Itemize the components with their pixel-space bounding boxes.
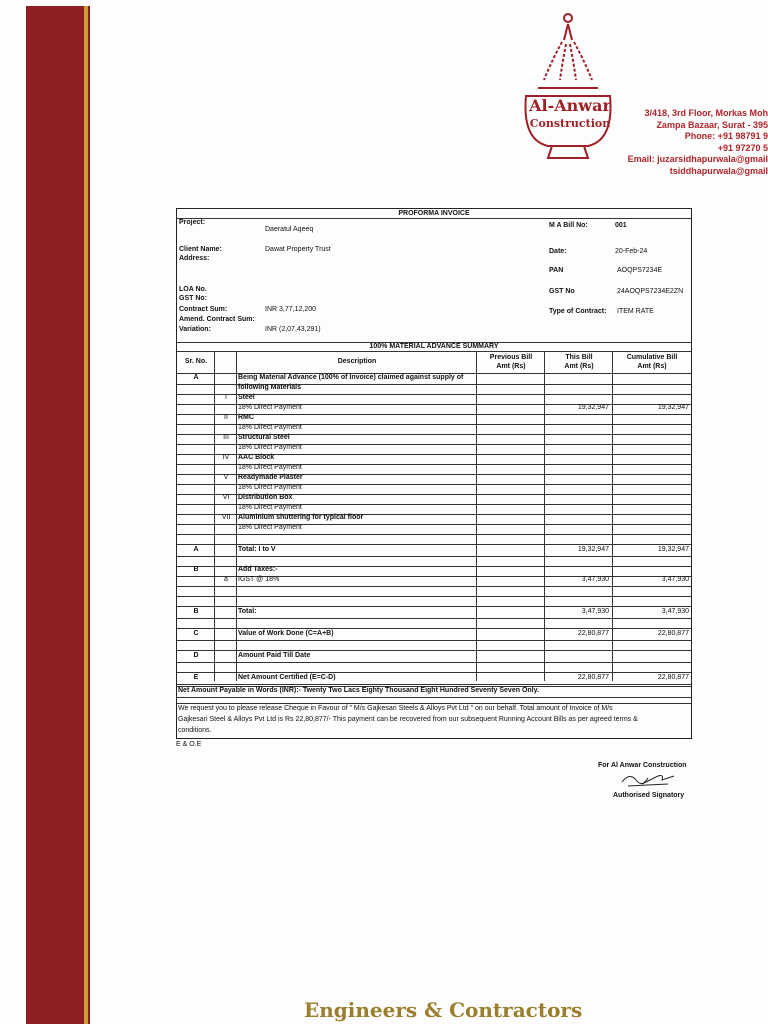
- row-description: Readymade Plaster: [238, 474, 303, 481]
- amount-in-words: Net Amount Payable in Words (INR):- Twenty Two Lacs Eighty Thousand Eight Hundred Seventy Seven Only.: [178, 687, 539, 694]
- value-date: 20-Feb-24: [615, 248, 648, 255]
- row-description: 18% Direct Payment: [238, 504, 302, 511]
- header-description: Description: [337, 358, 377, 365]
- row-description: Distribution Box: [238, 494, 293, 501]
- row-divider: [177, 556, 691, 557]
- row-sr-no: B: [193, 566, 199, 573]
- row-divider: [177, 606, 691, 607]
- row-divider: [177, 586, 691, 587]
- row-sr-no: C: [193, 630, 199, 637]
- column-line: [236, 351, 237, 681]
- header-previous-amt: Amt (Rs): [496, 363, 526, 370]
- row-sub-no: I: [225, 394, 227, 401]
- row-this-bill: 19,32,947: [577, 404, 609, 411]
- row-description: 18% Direct Payment: [238, 424, 302, 431]
- brand-block: [522, 96, 618, 130]
- gold-side-line: [84, 6, 88, 1024]
- header-this-amt: Amt (Rs): [564, 363, 594, 370]
- label-contract: Contract Sum:: [179, 306, 228, 313]
- row-divider: [177, 596, 691, 597]
- label-address: Address:: [179, 255, 210, 262]
- row-sub-no: VI: [222, 494, 230, 501]
- row-description: 18% Direct Payment: [238, 484, 302, 491]
- email-1: Email: juzarsidhapurwala@gmail: [627, 154, 768, 164]
- row-this-bill: 19,32,947: [577, 546, 609, 553]
- row-cumulative-bill: 3,47,930: [661, 576, 689, 583]
- company-address: [608, 108, 768, 177]
- value-pan: AOQPS7234E: [617, 267, 663, 274]
- row-divider: [177, 544, 691, 545]
- address-line-2: Zampa Bazaar, Surat - 395: [656, 119, 768, 130]
- proforma-invoice: [176, 208, 692, 739]
- row-description: 18% Direct Payment: [238, 444, 302, 451]
- row-cumulative-bill: 22,80,877: [657, 674, 689, 681]
- header-this-bill: This Bill: [565, 354, 593, 361]
- handwritten-signature-icon: [618, 770, 686, 788]
- row-sub-no: V: [223, 474, 229, 481]
- row-sr-no: A: [193, 374, 199, 381]
- value-contract: INR 3,77,12,200: [265, 306, 316, 313]
- row-description: Total:: [238, 608, 257, 615]
- row-description: 18% Direct Payment: [238, 524, 302, 531]
- row-sub-no: VII: [221, 514, 231, 521]
- summary-title: 100% MATERIAL ADVANCE SUMMARY: [369, 343, 499, 350]
- header-cumulative-amt: Amt (Rs): [637, 363, 667, 370]
- row-description: RMC: [238, 414, 254, 421]
- row-description: Amount Paid Till Date: [238, 652, 311, 659]
- row-this-bill: 3,47,930: [581, 576, 609, 583]
- row-description: Add Taxes:-: [238, 566, 278, 573]
- signature-company: For Al Anwar Construction: [598, 762, 687, 769]
- row-description: Steel: [238, 394, 255, 401]
- errors-omissions-note: E & O.E: [176, 741, 202, 748]
- value-contract-type: ITEM RATE: [617, 308, 654, 315]
- header-sr-no: Sr. No.: [184, 358, 208, 365]
- row-description: Total: I to V: [238, 546, 276, 553]
- row-sr-no: B: [193, 608, 199, 615]
- row-description: Net Amount Certified (E=C-D): [238, 674, 336, 681]
- row-this-bill: 22,80,877: [577, 674, 609, 681]
- row-sr-no: E: [193, 674, 199, 681]
- label-contract-type: Type of Contract:: [549, 308, 607, 315]
- row-description: Aluminium shuttering for typical floor: [238, 514, 364, 521]
- phone-2: +91 97270 5: [717, 142, 768, 153]
- row-description: 18% Direct Payment: [238, 464, 302, 471]
- row-sub-no: II: [224, 414, 228, 421]
- value-bill-no: 001: [615, 222, 627, 229]
- row-divider: [177, 684, 691, 685]
- label-variation: Variation:: [179, 326, 211, 333]
- column-line: [612, 351, 613, 681]
- invoice-title: PROFORMA INVOICE: [398, 210, 470, 217]
- label-project: Project:: [179, 219, 206, 226]
- row-cumulative-bill: 19,32,947: [657, 404, 689, 411]
- row-divider: [177, 650, 691, 651]
- label-client: Client Name:: [179, 246, 222, 253]
- label-loa: LOA No.: [179, 286, 207, 293]
- row-cumulative-bill: 22,80,877: [657, 630, 689, 637]
- row-divider: [177, 672, 691, 673]
- column-line: [476, 351, 477, 681]
- column-line: [544, 351, 545, 681]
- header-previous-bill: Previous Bill: [489, 354, 533, 361]
- value-gst-no: 24AOQPS7234E2ZN: [617, 288, 684, 295]
- row-description: AAC Block: [238, 454, 275, 461]
- row-description: following Materials: [238, 384, 302, 391]
- row-sr-no: D: [193, 652, 199, 659]
- row-description: Structural Steel: [238, 434, 290, 441]
- label-gst-no: GST No: [549, 288, 575, 295]
- row-sub-no: III: [223, 434, 229, 441]
- label-bill-no: M A Bill No:: [549, 222, 588, 229]
- row-description: 18% Direct Payment: [238, 404, 302, 411]
- row-description: Being Material Advance (100% of Invoice) claimed against supply of: [238, 374, 464, 381]
- label-amend: Amend. Contract Sum:: [179, 316, 255, 323]
- row-divider: [177, 640, 691, 641]
- footer-tagline: Engineers & Contractors: [304, 998, 583, 1022]
- row-sub-no: IV: [222, 454, 230, 461]
- address-line-1: 3/418, 3rd Floor, Morkas Moh: [644, 108, 768, 118]
- label-pan: PAN: [549, 267, 564, 274]
- payment-request-line-3: conditions.: [178, 727, 212, 734]
- row-divider: [177, 618, 691, 619]
- brand-name: Al-Anwar: [529, 96, 611, 115]
- row-sr-no: A: [193, 546, 199, 553]
- header-cumulative-bill: Cumulative Bill: [626, 354, 678, 361]
- label-date: Date:: [549, 248, 567, 255]
- divider: [177, 218, 691, 219]
- row-divider: [177, 662, 691, 663]
- value-project: Daeratul Aqeeq: [265, 226, 314, 233]
- row-divider: [177, 628, 691, 629]
- brand-sub: Construction: [529, 117, 611, 130]
- divider: [177, 703, 691, 704]
- row-description: Value of Work Done (C=A+B): [238, 630, 334, 637]
- row-this-bill: 22,80,877: [577, 630, 609, 637]
- divider: [177, 351, 691, 352]
- phone-1: Phone: +91 98791 9: [684, 131, 768, 141]
- signature-role: Authorised Signatory: [613, 792, 685, 799]
- row-cumulative-bill: 3,47,930: [661, 608, 689, 615]
- value-variation: INR (2,07,43,291): [265, 326, 321, 333]
- column-line: [214, 351, 215, 681]
- row-cumulative-bill: 19,32,947: [657, 546, 689, 553]
- divider: [177, 697, 691, 698]
- row-sub-no: a: [224, 576, 228, 583]
- row-description: IGST @ 18%: [238, 576, 280, 583]
- maroon-side-strip: [26, 6, 90, 1024]
- email-2: tsiddhapurwala@gmail: [669, 165, 768, 176]
- payment-request-line-2: Gajkesari Steel & Alloys Pvt Ltd is Rs 22,80,877/- This payment can be recovered from our subsequent Running Account Bills as per agreed terms &: [178, 716, 638, 723]
- row-divider: [177, 534, 691, 535]
- row-this-bill: 3,47,930: [581, 608, 609, 615]
- label-gst: GST No:: [179, 295, 207, 302]
- payment-request-line-1: We request you to please release Cheque in Favour of " M/s Gajkesari Steels & Alloys Pvt Ltd " on our behalf. Total amount of Invoice of M/s: [178, 705, 613, 712]
- value-client: Dawat Property Trust: [265, 246, 331, 253]
